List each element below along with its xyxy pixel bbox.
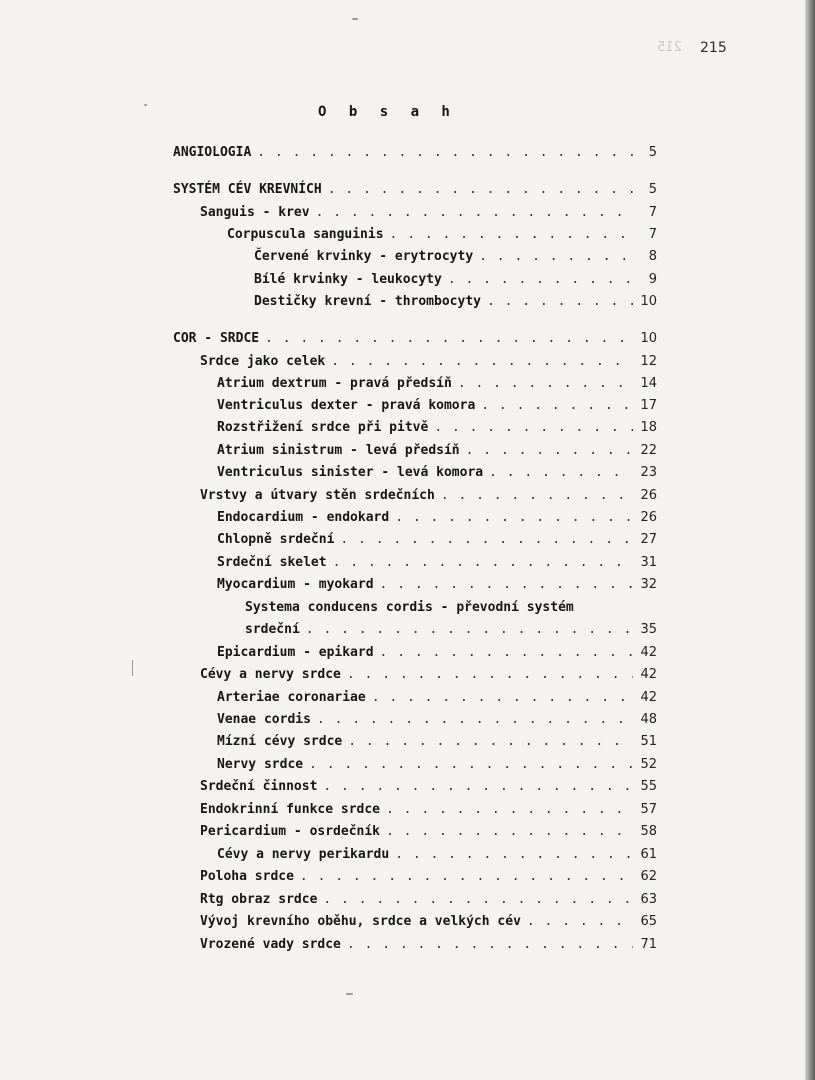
toc-leader-dots (489, 465, 633, 481)
toc-entry-title: srdeční (245, 622, 300, 637)
toc-entry-title: Nervy srdce (217, 757, 304, 772)
toc-entry-page: 7 (648, 205, 657, 220)
toc-entry-title: Endokrinní funkce srdce (200, 802, 381, 817)
toc-entry[interactable] (245, 600, 574, 616)
toc-leader-dots (328, 182, 633, 198)
toc-entry-title: Sanguis - krev (200, 205, 310, 220)
toc-leader-dots (481, 398, 633, 414)
toc-entry-page: 51 (640, 734, 657, 749)
toc-entry-title: Poloha srdce (200, 869, 294, 884)
toc-entry[interactable] (217, 376, 657, 392)
toc-entry[interactable] (217, 555, 657, 571)
toc-entry[interactable] (217, 443, 657, 459)
toc-leader-dots (372, 690, 633, 706)
toc-entry-page: 27 (640, 532, 657, 547)
toc-entry-title: Destičky krevní - thrombocyty (254, 294, 481, 309)
toc-leader-dots (390, 227, 633, 243)
toc-entry-title: Atrium dextrum - pravá předsíň (217, 376, 452, 391)
toc-entry-page: 10 (640, 331, 657, 346)
toc-entry-title: Srdce jako celek (200, 354, 326, 369)
toc-entry-title: Mízní cévy srdce (217, 734, 343, 749)
toc-entry-page: 26 (640, 510, 657, 525)
toc-entry[interactable] (200, 667, 657, 683)
toc-entry-page: 32 (640, 577, 657, 592)
toc-entry-title: Chlopně srdeční (217, 532, 335, 547)
toc-entry[interactable] (200, 937, 657, 953)
toc-entry-title: Cévy a nervy perikardu (217, 847, 390, 862)
toc-entry-title: SYSTÉM CÉV KREVNÍCH (173, 182, 322, 197)
toc-entry-page: 5 (648, 145, 657, 160)
toc-entry-title: Corpuscula sanguinis (227, 227, 384, 242)
toc-entry-page: 7 (648, 227, 657, 242)
toc-entry-title: Endocardium - endokard (217, 510, 390, 525)
toc-entry[interactable] (217, 847, 657, 863)
toc-entry-page: 18 (640, 420, 657, 435)
toc-entry-title: Bílé krvinky - leukocyty (254, 272, 442, 287)
toc-entry-page: 42 (640, 645, 657, 660)
toc-entry-title: Arteriae coronariae (217, 690, 366, 705)
toc-entry-title: Srdeční skelet (217, 555, 327, 570)
toc-entry-title: Pericardium - osrdečník (200, 824, 381, 839)
toc-entry[interactable] (173, 331, 657, 347)
toc-entry[interactable] (217, 712, 657, 728)
toc-entry-page: 42 (640, 667, 657, 682)
toc-leader-dots (265, 331, 633, 347)
toc-entry[interactable] (200, 779, 657, 795)
toc-entry[interactable] (245, 622, 657, 638)
toc-leader-dots (323, 892, 633, 908)
toc-entry-page: 35 (640, 622, 657, 637)
toc-entry-page: 12 (640, 354, 657, 369)
toc-entry[interactable] (217, 398, 657, 414)
toc-leader-dots (317, 712, 633, 728)
toc-entry-page: 14 (640, 376, 657, 391)
toc-entry[interactable] (200, 488, 657, 504)
toc-entry-page: 23 (640, 465, 657, 480)
toc-leader-dots (386, 802, 633, 818)
toc-entry-page: 52 (640, 757, 657, 772)
toc-entry-page: 55 (640, 779, 657, 794)
toc-leader-dots (347, 937, 633, 953)
toc-entry-page: 10 (640, 294, 657, 309)
toc-leader-dots (395, 510, 633, 526)
toc-entry[interactable] (200, 892, 657, 908)
toc-entry[interactable] (254, 272, 657, 288)
toc-entry-page: 31 (640, 555, 657, 570)
toc-leader-dots (348, 734, 633, 750)
toc-entry[interactable] (217, 577, 657, 593)
toc-entry[interactable] (254, 294, 657, 310)
toc-leader-dots (448, 272, 633, 288)
toc-entry-title: Srdeční činnost (200, 779, 318, 794)
toc-leader-dots (380, 645, 633, 661)
toc-entry-page: 42 (640, 690, 657, 705)
toc-entry[interactable] (217, 757, 657, 773)
toc-leader-dots (466, 443, 633, 459)
toc-entry-title: Rozstřižení srdce při pitvě (217, 420, 429, 435)
toc-entry-page: 61 (640, 847, 657, 862)
toc-leader-dots (441, 488, 633, 504)
toc-entry-title: Atrium sinistrum - levá předsíň (217, 443, 460, 458)
toc-entry-title: Rtg obraz srdce (200, 892, 318, 907)
toc-entry[interactable] (200, 824, 657, 840)
toc-entry-page: 63 (640, 892, 657, 907)
toc-entry[interactable] (173, 145, 657, 161)
toc-entry[interactable] (217, 420, 657, 436)
toc-entry[interactable] (217, 510, 657, 526)
toc-leader-dots (316, 205, 633, 221)
toc-entry-page: 62 (640, 869, 657, 884)
toc-entry[interactable] (200, 354, 657, 370)
toc-entry[interactable] (200, 802, 657, 818)
toc-leader-dots (527, 914, 633, 930)
toc-entry-title: Červené krvinky - erytrocyty (254, 249, 474, 264)
toc-entry-page: 26 (640, 488, 657, 503)
toc-leader-dots (380, 577, 633, 593)
toc-entry[interactable] (217, 734, 657, 750)
toc-leader-dots (487, 294, 633, 310)
toc-leader-dots (347, 667, 633, 683)
toc-entry-page: 9 (648, 272, 657, 287)
toc-entry-title: Vývoj krevního oběhu, srdce a velkých cév (200, 914, 521, 929)
toc-leader-dots (323, 779, 633, 795)
page-title: O b s a h (318, 104, 457, 120)
toc-entry-title: Systema conducens cordis - převodní systém (245, 600, 574, 615)
toc-entry[interactable] (217, 532, 657, 548)
toc-leader-dots (386, 824, 633, 840)
page-number: 215 (700, 40, 727, 56)
toc-leader-dots (340, 532, 633, 548)
toc-entry-title: Epicardium - epikard (217, 645, 374, 660)
toc-entry-page: 22 (640, 443, 657, 458)
toc-entry[interactable] (173, 182, 657, 198)
toc-entry[interactable] (217, 465, 657, 481)
toc-leader-dots (300, 869, 633, 885)
toc-entry-page: 65 (640, 914, 657, 929)
toc-entry[interactable] (200, 914, 657, 930)
toc-leader-dots (309, 757, 633, 773)
toc-entry-page: 17 (640, 398, 657, 413)
toc-entry-title: Venae cordis (217, 712, 311, 727)
toc-entry-title: COR - SRDCE (173, 331, 260, 346)
toc-entry-title: ANGIOLOGIA (173, 145, 252, 160)
toc-leader-dots (395, 847, 633, 863)
toc-entry-title: Ventriculus sinister - levá komora (217, 465, 484, 480)
toc-leader-dots (434, 420, 633, 436)
toc-entry[interactable] (254, 249, 657, 265)
toc-entry-title: Ventriculus dexter - pravá komora (217, 398, 476, 413)
toc-leader-dots (458, 376, 633, 392)
toc-entry[interactable] (217, 690, 657, 706)
toc-entry-title: Cévy a nervy srdce (200, 667, 341, 682)
toc-entry-title: Myocardium - myokard (217, 577, 374, 592)
toc-leader-dots (257, 145, 633, 161)
ghost-page-number: 215 (657, 40, 682, 55)
toc-entry-page: 71 (640, 937, 657, 952)
toc-entry-title: Vrozené vady srdce (200, 937, 341, 952)
toc-entry-page: 57 (640, 802, 657, 817)
toc-entry[interactable] (227, 227, 657, 243)
toc-leader-dots (479, 249, 633, 265)
toc-leader-dots (306, 622, 633, 638)
toc-entry-page: 58 (640, 824, 657, 839)
toc-entry[interactable] (200, 869, 657, 885)
toc-entry-page: 5 (648, 182, 657, 197)
toc-leader-dots (331, 354, 633, 370)
toc-leader-dots (333, 555, 633, 571)
toc-entry[interactable] (217, 645, 657, 661)
toc-entry-page: 48 (640, 712, 657, 727)
toc-entry-page: 8 (648, 249, 657, 264)
toc-entry[interactable] (200, 205, 657, 221)
toc-entry-title: Vrstvy a útvary stěn srdečních (200, 488, 435, 503)
